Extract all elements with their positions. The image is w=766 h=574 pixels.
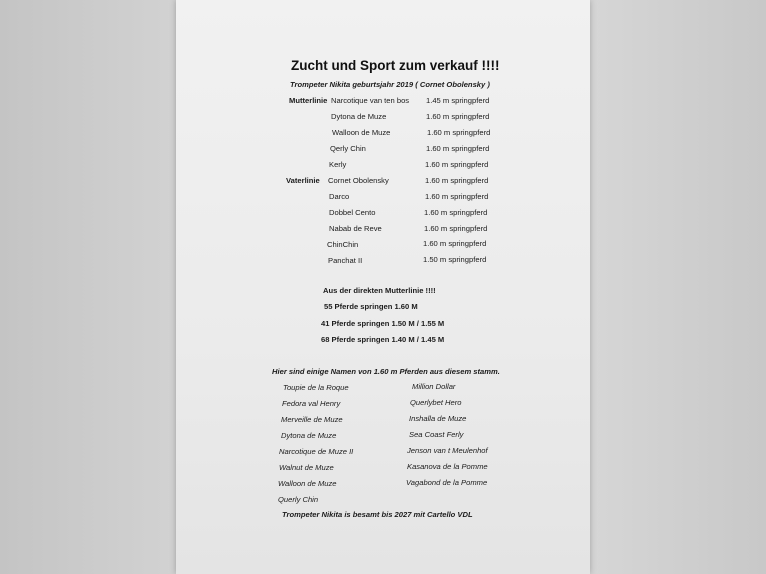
names-right-item: Kasanova de la Pomme (407, 462, 488, 471)
names-left-item: Toupie de la Roque (283, 383, 349, 392)
vaterlinie-name: Cornet Obolensky (328, 176, 389, 185)
mutterlinie-name: Narcotique van ten bos (331, 96, 410, 105)
mutterlinie-value: 1.60 m springpferd (426, 112, 490, 121)
names-left-item: Walloon de Muze (278, 479, 337, 488)
mutterlinie-label: Mutterlinie (289, 96, 328, 105)
vaterlinie-label: Vaterlinie (286, 176, 320, 185)
direct-heading: Aus der direkten Mutterlinie !!!! (323, 286, 436, 295)
mutterlinie-name: Dytona de Muze (331, 112, 387, 121)
mutterlinie-value: 1.60 m springpferd (426, 144, 490, 153)
names-right-item: Sea Coast Ferly (409, 430, 464, 439)
names-right-item: Million Dollar (412, 382, 456, 391)
document-footer: Trompeter Nikita is besamt bis 2027 mit Cartello VDL (282, 510, 473, 519)
mutterlinie-name: Walloon de Muze (332, 128, 391, 137)
document-title: Zucht und Sport zum verkauf !!!! (291, 58, 500, 73)
vaterlinie-value: 1.60 m springpferd (424, 224, 488, 233)
names-left-item: Querly Chin (278, 495, 319, 504)
mutterlinie-value: 1.60 m springpferd (427, 128, 491, 137)
names-left-item: Fedora val Henry (282, 399, 341, 408)
document-subtitle: Trompeter Nikita geburtsjahr 2019 ( Cornet Obolensky ) (290, 80, 490, 89)
mutterlinie-name: Qerly Chin (330, 144, 366, 153)
vaterlinie-value: 1.60 m springpferd (425, 176, 489, 185)
vaterlinie-value: 1.60 m springpferd (423, 239, 487, 248)
vaterlinie-name: Panchat II (328, 256, 363, 265)
names-right-item: Querlybet Hero (410, 398, 462, 407)
names-heading: Hier sind einige Namen von 1.60 m Pferden aus diesem stamm. (272, 367, 500, 376)
background-right (590, 0, 766, 574)
mutterlinie-value: 1.45 m springpferd (426, 96, 490, 105)
vaterlinie-name: ChinChin (327, 240, 359, 249)
vaterlinie-value: 1.60 m springpferd (424, 208, 488, 217)
mutterlinie-name: Kerly (329, 160, 347, 169)
names-left-item: Dytona de Muze (281, 431, 337, 440)
names-left-item: Narcotique de Muze II (279, 447, 354, 456)
names-right-item: Inshalla de Muze (409, 414, 467, 423)
vaterlinie-value: 1.50 m springpferd (423, 255, 487, 264)
names-left-item: Walnut de Muze (279, 463, 334, 472)
vaterlinie-name: Nabab de Reve (329, 224, 382, 233)
direct-line: 41 Pferde springen 1.50 M / 1.55 M (321, 319, 445, 328)
vaterlinie-name: Dobbel Cento (329, 208, 376, 217)
mutterlinie-value: 1.60 m springpferd (425, 160, 489, 169)
vaterlinie-value: 1.60 m springpferd (425, 192, 489, 201)
direct-line: 55 Pferde springen 1.60 M (324, 302, 418, 311)
direct-line: 68 Pferde springen 1.40 M / 1.45 M (321, 335, 445, 344)
names-right-item: Jenson van t Meulenhof (407, 446, 488, 455)
background-left (0, 0, 176, 574)
names-left-item: Merveille de Muze (281, 415, 343, 424)
names-right-item: Vagabond de la Pomme (406, 478, 488, 487)
vaterlinie-name: Darco (329, 192, 350, 201)
